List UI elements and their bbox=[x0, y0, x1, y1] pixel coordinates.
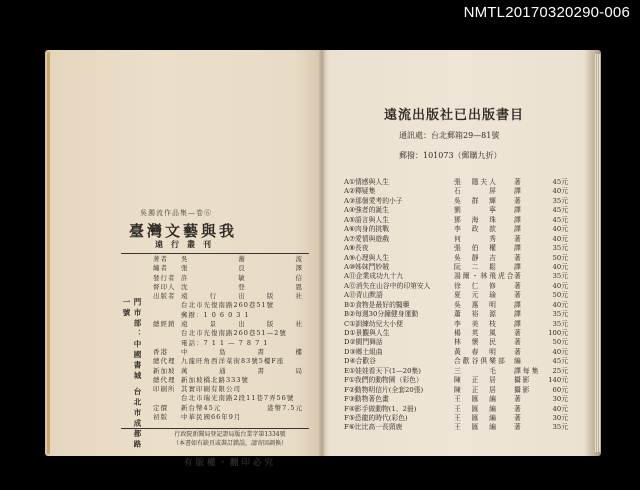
book-title-cell: A④強者的誕生 bbox=[344, 206, 389, 215]
colophon-value bbox=[181, 404, 303, 413]
colophon-value-part: 九龍旺角西洋菜街83號5樓F座 bbox=[181, 357, 285, 366]
book-title-cell: E①娃娃看天下(1—20集) bbox=[344, 366, 421, 375]
catalog-row bbox=[344, 301, 584, 310]
catalog-row bbox=[344, 225, 584, 234]
book-price-cell: 40元 bbox=[552, 404, 568, 413]
colophon-value-part: 恩 bbox=[295, 282, 303, 291]
colophon-value bbox=[181, 339, 303, 348]
book-author-cell: 吳 靜 吉 bbox=[454, 253, 498, 262]
colophon-value-part: 台北市光復南路260巷51號 bbox=[181, 301, 275, 310]
book-role-cell: 譯 bbox=[514, 206, 523, 215]
license-text bbox=[140, 431, 320, 448]
catalog-row bbox=[344, 320, 584, 329]
book-title-cell: B②每週30分鐘健身運動 bbox=[344, 310, 419, 319]
colophon-value-part: 中 bbox=[181, 347, 189, 356]
book-author-cell: 陳 正 居 bbox=[454, 385, 498, 394]
book-price-cell: 45元 bbox=[552, 357, 568, 366]
book-price-cell: 45元 bbox=[552, 178, 568, 186]
book-role-cell: 譯 bbox=[514, 262, 523, 271]
book-role-cell: 著 bbox=[514, 196, 523, 205]
book-title-cell: F①我們的動物園（彩色） bbox=[344, 376, 423, 385]
catalog-row bbox=[344, 310, 584, 319]
colophon-value bbox=[181, 274, 303, 283]
catalog-row bbox=[344, 272, 584, 281]
book-title-cell: A⑩姊妹鬥妙賊 bbox=[344, 262, 389, 271]
colophon-value-part: 許 bbox=[181, 273, 189, 282]
colophon-row bbox=[153, 329, 303, 338]
colophon-row bbox=[153, 274, 303, 283]
book-title-cell: A⑬青山默語 bbox=[344, 291, 383, 300]
catalog-title: 遠流出版社已出版書目 bbox=[384, 108, 525, 123]
book-title-cell: D①景觀與人生 bbox=[344, 329, 390, 337]
book-title-cell: D④合歡谷 bbox=[344, 357, 376, 366]
colophon-value-part: 沈 bbox=[181, 282, 189, 291]
book-price-cell: 30元 bbox=[552, 413, 568, 422]
book-price-cell: 35元 bbox=[552, 272, 568, 281]
book-role-cell: 譯 bbox=[514, 244, 523, 253]
colophon-value-part: 景 bbox=[209, 320, 218, 329]
book-price-cell: 40元 bbox=[552, 347, 568, 356]
colophon-row bbox=[153, 283, 303, 292]
colophon-value-part: 出 bbox=[238, 320, 246, 329]
colophon-row bbox=[153, 367, 303, 376]
book-author-cell: 李 政 歆 bbox=[454, 225, 498, 234]
catalog-row bbox=[344, 187, 584, 196]
colophon-table bbox=[153, 255, 303, 422]
colophon-label: 總代理 bbox=[153, 375, 176, 384]
catalog-row bbox=[344, 282, 584, 291]
colophon-label: 總代理 bbox=[153, 357, 176, 366]
colophon-row bbox=[153, 376, 303, 385]
colophon-value-part: 書 bbox=[257, 347, 265, 356]
book-title-cell: F⑤恐龍的時代(彩色) bbox=[344, 413, 408, 422]
book-author-cell: 何 秀 bbox=[454, 234, 498, 243]
colophon-value-part: 遠 bbox=[181, 320, 189, 329]
colophon-value-part: 濁 bbox=[238, 255, 246, 263]
book-title-cell: D②閩門舞話 bbox=[344, 338, 383, 347]
book-author-cell: 鄧 海 珠 bbox=[454, 215, 498, 224]
catalog-row bbox=[344, 423, 584, 432]
book-price-cell: 40元 bbox=[552, 225, 568, 234]
book-role-cell: 著 bbox=[514, 395, 523, 404]
colophon-value-part: 書 bbox=[257, 366, 265, 375]
catalog-row bbox=[344, 216, 584, 225]
book-role-cell: 譯 bbox=[514, 187, 523, 196]
colophon-value-part: 行 bbox=[209, 292, 218, 301]
book-gutter bbox=[318, 50, 326, 456]
book-role-cell: 著 bbox=[514, 281, 523, 290]
book-role-cell: 著 bbox=[514, 329, 523, 337]
colophon-label: 督印人 bbox=[153, 282, 176, 291]
colophon-value bbox=[181, 376, 303, 385]
book-author-cell: 合歡谷俱樂部 bbox=[454, 357, 507, 366]
book-author-cell: 林 懷 民 bbox=[454, 338, 498, 347]
book-role-cell: 譯 bbox=[514, 300, 523, 309]
book-price-cell: 40元 bbox=[552, 262, 568, 271]
book-price-cell: 35元 bbox=[552, 423, 568, 432]
book-author-cell: 楊 英 風 bbox=[454, 329, 498, 337]
book-role-cell: 攝影 bbox=[514, 385, 532, 394]
colophon-row bbox=[153, 348, 303, 357]
colophon-label: 香港 bbox=[153, 347, 168, 356]
right-page-catalog bbox=[322, 50, 601, 456]
colophon-value bbox=[181, 329, 303, 338]
colophon-value-part: 台北市光復南路260巷51—2號 bbox=[181, 329, 287, 338]
catalog-contact: 通訊處：台北郵箱29—81號 bbox=[399, 131, 500, 140]
colophon-row bbox=[153, 255, 303, 264]
colophon-value-part: 島 bbox=[219, 347, 227, 356]
book-title-cell: F②動物明信片(全套20張) bbox=[344, 385, 424, 394]
colophon-value bbox=[181, 264, 303, 273]
colophon-label bbox=[153, 301, 181, 310]
colophon-value-part: 版 bbox=[266, 320, 275, 329]
book-price-cell: 40元 bbox=[552, 300, 568, 309]
colophon-value-part: 流 bbox=[295, 255, 303, 263]
catalog-row bbox=[344, 291, 584, 300]
colophon-value bbox=[181, 320, 303, 329]
colophon-value-part: 港幣7.5元 bbox=[267, 403, 303, 412]
book-role-cell: 著 bbox=[514, 234, 523, 243]
colophon-value-part: 出 bbox=[238, 292, 246, 301]
book-author-cell: 三 毛 bbox=[454, 366, 498, 375]
book-author-cell: 張 伯 權 bbox=[454, 244, 498, 253]
book-role-cell: 著 bbox=[514, 413, 523, 422]
colophon-label: 發行者 bbox=[153, 273, 176, 282]
book-role-cell: 編 bbox=[514, 357, 523, 366]
colophon-value-part: 敏 bbox=[238, 273, 246, 282]
colophon-value bbox=[181, 255, 303, 264]
colophon-value-part: 通 bbox=[219, 366, 227, 375]
colophon-label: 總經銷 bbox=[153, 320, 176, 329]
book-author-cell: 王 匯 編 bbox=[454, 404, 498, 413]
series-label: 吳濁流作品集—卷⑥ bbox=[140, 209, 212, 217]
catalog-row bbox=[344, 197, 584, 206]
book-author-cell: 徐 仁 修 bbox=[454, 281, 498, 290]
book-price-cell: 35元 bbox=[552, 196, 568, 205]
colophon-label bbox=[153, 339, 181, 348]
colophon-value-part: 信 bbox=[295, 273, 303, 282]
book-title-cell: F③動物著色畫 bbox=[344, 395, 389, 404]
license-line: 行政院新聞局登記證局版台業字第1334號 bbox=[174, 431, 286, 438]
book-title-cell: A⑦愛情與遊戲 bbox=[344, 234, 389, 243]
colophon-value-part: 中華民國66年9月 bbox=[181, 413, 242, 422]
book-title-cell: A⑪企業成功九十九 bbox=[344, 272, 404, 281]
book-author-cell: 蕭 裕 源 bbox=[454, 310, 498, 319]
colophon-row bbox=[153, 320, 303, 329]
catalog-postal: 郵撥：101073（郵購九折） bbox=[399, 151, 502, 160]
book-title: 臺灣文藝與我 bbox=[129, 222, 238, 240]
book-author-cell: 吳 群 輝 bbox=[454, 196, 498, 205]
colophon-value bbox=[181, 367, 303, 376]
book-price-cell: 45元 bbox=[552, 215, 568, 224]
catalog-row bbox=[344, 348, 584, 357]
book-role-cell: 譯 bbox=[514, 319, 523, 328]
book-author-cell: 王 匯 編 bbox=[454, 413, 498, 422]
colophon-value bbox=[181, 357, 303, 366]
colophon-value bbox=[181, 301, 303, 310]
book-price-cell: 30元 bbox=[552, 395, 568, 404]
colophon-value bbox=[181, 348, 303, 357]
book-role-cell: 著 bbox=[514, 404, 523, 413]
book-author-cell: 阮 二 鬆 bbox=[454, 262, 498, 271]
colophon-label: 定價 bbox=[153, 403, 168, 412]
book-role-cell: 譯每集 bbox=[514, 366, 541, 375]
colophon-value-part: 社 bbox=[295, 292, 303, 301]
left-page-colophon bbox=[45, 50, 322, 468]
bottom-rule bbox=[121, 428, 309, 429]
colophon-value-part: 萬 bbox=[181, 366, 189, 375]
book-price-cell: 50元 bbox=[552, 253, 568, 262]
colophon-label bbox=[153, 329, 181, 338]
top-rule bbox=[121, 253, 309, 254]
colophon-value bbox=[181, 413, 303, 422]
colophon-value-part: 良 bbox=[238, 264, 246, 273]
license-note: （本書如有缺頁或裝訂錯誤，請寄回調換） bbox=[172, 439, 287, 447]
colophon-label bbox=[153, 311, 181, 320]
colophon-label: 新加坡 bbox=[153, 366, 176, 375]
catalog-list bbox=[344, 178, 584, 433]
book-role-cell: 著 bbox=[514, 338, 523, 347]
book-author-cell: 李 美 枝 bbox=[454, 319, 498, 328]
book-role-cell: 譯 bbox=[514, 215, 523, 224]
book-author-cell: 黃 春 明 bbox=[454, 347, 498, 356]
colophon-row bbox=[153, 339, 303, 348]
catalog-row bbox=[344, 376, 584, 385]
colophon-value bbox=[181, 394, 303, 403]
colophon-value-part: 其實印刷有限公司 bbox=[181, 385, 241, 394]
book-title-cell: A⑫消失在山谷中的印第安人 bbox=[344, 281, 431, 290]
retail-note: 門市部：中國書城 台北市成都路一號 bbox=[122, 298, 142, 451]
colophon-label: 出版者 bbox=[153, 292, 176, 301]
colophon-label: 初版 bbox=[153, 413, 168, 422]
book-author-cell: 夏 元 瑜 bbox=[454, 291, 498, 300]
book-role-cell: 譯 bbox=[514, 310, 523, 319]
book-title-cell: A⑨心理與人生 bbox=[344, 253, 389, 262]
colophon-row bbox=[153, 264, 303, 273]
colophon-row bbox=[153, 404, 303, 413]
catalog-row bbox=[344, 338, 584, 347]
catalog-row bbox=[344, 235, 584, 244]
colophon-value-part: 版 bbox=[266, 292, 275, 301]
colophon-row bbox=[153, 301, 303, 310]
book-author-cell: 吳 惠 明 bbox=[454, 300, 498, 309]
book-price-cell: 35元 bbox=[552, 310, 568, 319]
colophon-value bbox=[181, 283, 303, 292]
colophon-row bbox=[153, 413, 303, 422]
book-price-cell: 100元 bbox=[548, 329, 568, 337]
book-price-cell: 40元 bbox=[552, 234, 568, 243]
catalog-row bbox=[344, 244, 584, 253]
book-title-cell: A②釋疑集 bbox=[344, 187, 376, 196]
book-price-cell: 45元 bbox=[552, 206, 568, 215]
catalog-row bbox=[344, 263, 584, 272]
book-author-cell: 王 匯 編 bbox=[454, 423, 498, 432]
book-author-cell: 湯爾・林飛虎合 bbox=[454, 272, 516, 281]
catalog-row bbox=[344, 405, 584, 414]
imprint-series: 遠行叢刊 bbox=[155, 239, 219, 249]
copyright-notice: 有版權・翻印必究 bbox=[183, 458, 276, 468]
archive-id-label: NMTL20170320290-006 bbox=[463, 4, 630, 21]
book-author-cell: 石 屏 bbox=[454, 187, 498, 196]
book-price-cell: 50元 bbox=[552, 338, 568, 347]
colophon-row bbox=[153, 394, 303, 403]
book-title-cell: F④影手做動物(1、2冊) bbox=[344, 404, 417, 413]
colophon-value-part: 局 bbox=[295, 366, 303, 375]
colophon-label: 印刷所 bbox=[153, 385, 176, 394]
catalog-row bbox=[344, 386, 584, 395]
book-price-cell: 40元 bbox=[552, 187, 568, 196]
book-role-cell: 攝影 bbox=[514, 376, 532, 385]
book-role-cell: 著 bbox=[514, 347, 523, 356]
catalog-row bbox=[344, 206, 584, 215]
book-price-cell: 50元 bbox=[552, 291, 568, 300]
book-role-cell: 著 bbox=[514, 272, 523, 281]
book-title-cell: A⑥肉身的挑戰 bbox=[344, 225, 389, 234]
book-author-cell: 劉 寧 bbox=[454, 206, 498, 215]
catalog-row bbox=[344, 357, 584, 366]
book-role-cell: 著 bbox=[514, 178, 523, 186]
catalog-row bbox=[344, 367, 584, 376]
colophon-value-part: 電話：7 1 1 — 7 8 7 1 bbox=[181, 338, 269, 347]
colophon-value-part: 新加坡橋北路333號 bbox=[181, 375, 249, 384]
colophon-label: 編者 bbox=[153, 264, 168, 273]
book-title-cell: A⑧長夜 bbox=[344, 244, 369, 253]
colophon-value-part: 樓 bbox=[295, 347, 303, 356]
book-price-cell: 35元 bbox=[552, 319, 568, 328]
book-author-cell: 王 匯 編 bbox=[454, 395, 498, 404]
colophon-value-part: 郵撥：1 0 6 0 3 1 bbox=[181, 310, 250, 319]
colophon-value-part: 吳 bbox=[181, 255, 189, 263]
catalog-row bbox=[344, 254, 584, 263]
book-price-cell: 40元 bbox=[552, 281, 568, 290]
book-role-cell: 譯 bbox=[514, 225, 523, 234]
catalog-row bbox=[344, 395, 584, 404]
book-author-cell: 陳 正 居 bbox=[454, 376, 498, 385]
book-title-cell: C①訓練幼兒大小便 bbox=[344, 319, 403, 328]
book-price-cell: 140元 bbox=[548, 376, 568, 385]
colophon-value-part: 新台幣45元 bbox=[181, 403, 222, 412]
book-price-cell: 35元 bbox=[552, 244, 568, 253]
colophon-label bbox=[153, 394, 181, 403]
colophon-row bbox=[153, 311, 303, 320]
colophon-row bbox=[153, 357, 303, 366]
book-role-cell: 著 bbox=[514, 253, 523, 262]
colophon-label: 著者 bbox=[153, 255, 168, 263]
colophon-value-part: 社 bbox=[295, 320, 303, 329]
book-title-cell: D③鄉土組曲 bbox=[344, 347, 383, 356]
book-title-cell: A①情感與人生 bbox=[344, 178, 389, 186]
book-author-cell: 張 隱夫人 bbox=[454, 178, 498, 186]
colophon-value-part: 澤 bbox=[295, 264, 303, 273]
book-title-cell: F⑥比比高一長頸鹿 bbox=[344, 423, 403, 432]
book-price-cell: 60元 bbox=[552, 385, 568, 394]
catalog-row bbox=[344, 414, 584, 423]
colophon-value-part: 張 bbox=[181, 264, 189, 273]
book-title-cell: A⑤語言與人生 bbox=[344, 215, 389, 224]
colophon-value-part: 台北市瑞光南路2段11巷7弄56號 bbox=[181, 394, 295, 403]
book-role-cell: 著 bbox=[514, 423, 523, 432]
book-title-cell: B①食物是最好的醫藥 bbox=[344, 300, 410, 309]
book-price-cell: 25元 bbox=[552, 366, 568, 375]
colophon-value-part: 遠 bbox=[181, 292, 189, 301]
book-title-cell: A③那個愛考的小子 bbox=[344, 196, 403, 205]
open-book bbox=[45, 50, 601, 468]
colophon-value bbox=[181, 311, 303, 320]
book-role-cell: 著 bbox=[514, 291, 523, 300]
colophon-value-part: 登 bbox=[238, 282, 246, 291]
